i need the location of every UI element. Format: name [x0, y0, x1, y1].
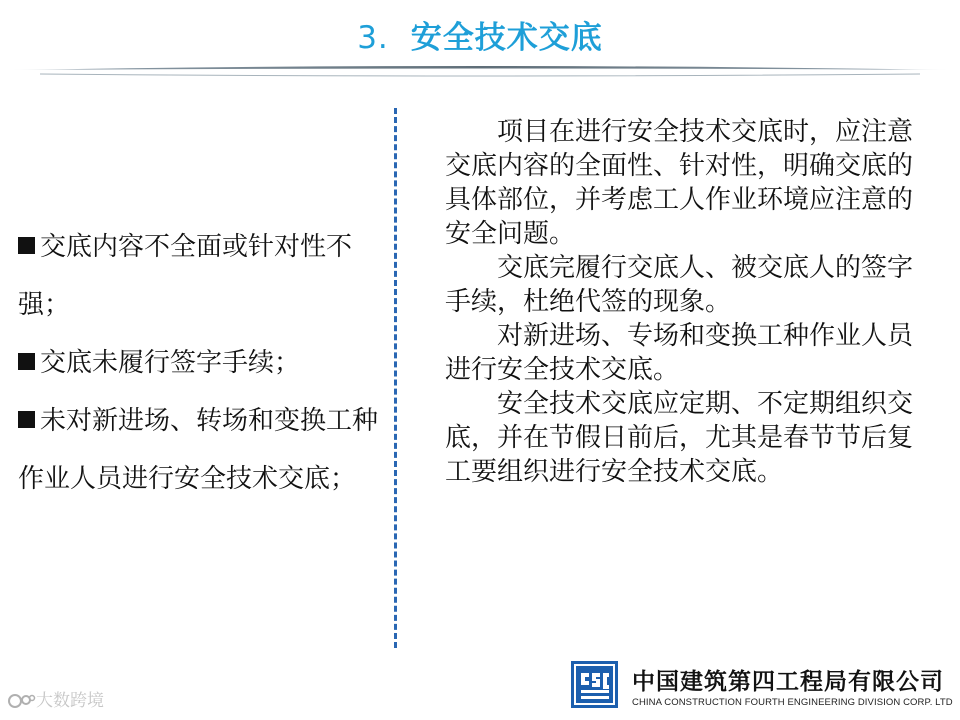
paragraph: 项目在进行安全技术交底时，应注意交底内容的全面性、针对性，明确交底的具体部位，并考虑工人作业环境应注意的安全问题。	[445, 117, 914, 249]
paragraph: 交底完履行交底人、被交底人的签字手续，杜绝代签的现象。	[445, 253, 914, 317]
company-name-en: CHINA CONSTRUCTION FOURTH ENGINEERING DIVISION CORP. LTD	[632, 697, 953, 708]
cscec-logo-icon	[571, 661, 618, 708]
paragraph: 对新进场、专场和变换工种作业人员进行安全技术交底。	[445, 321, 914, 385]
list-item: 交底未履行签字手续；	[18, 334, 378, 392]
right-guidance-text	[445, 115, 923, 489]
slide-number: 3.	[357, 20, 389, 56]
title-underline-decoration	[0, 58, 960, 82]
watermark-text: 大数跨境	[36, 691, 104, 711]
watermark	[6, 686, 146, 712]
column-divider	[394, 108, 397, 648]
slide-title-text: 安全技术交底	[410, 20, 603, 56]
list-item: 未对新进场、转场和变换工种作业人员进行安全技术交底；	[18, 406, 379, 494]
square-bullet-icon	[18, 237, 35, 254]
company-name-cn: 中国建筑第四工程局有限公司	[632, 669, 944, 695]
left-issue-list	[18, 218, 378, 508]
list-item: 交底内容不全面或针对性不强；	[18, 232, 353, 320]
square-bullet-icon	[18, 411, 35, 428]
paragraph: 安全技术交底应定期、不定期组织交底，并在节假日前后，尤其是春节节后复工要组织进行安全技术交底。	[445, 389, 914, 487]
watermark-logo-icon	[6, 691, 36, 709]
slide-title	[0, 12, 960, 56]
square-bullet-icon	[18, 353, 35, 370]
